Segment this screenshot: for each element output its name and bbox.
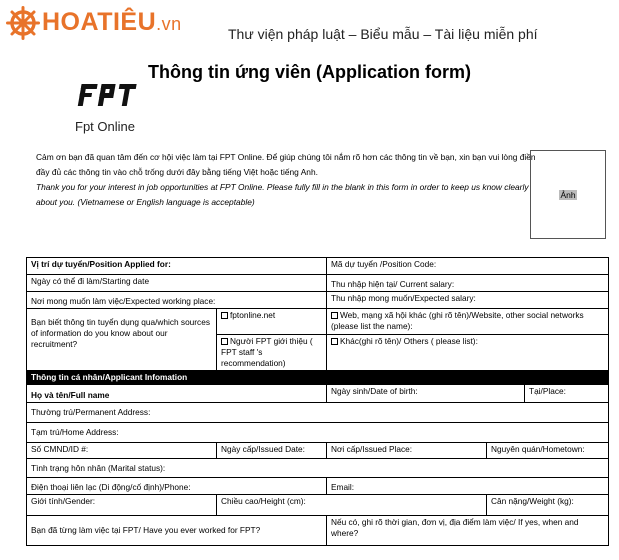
source-option-websites[interactable] — [327, 309, 609, 335]
issued-date-field[interactable]: Ngày cấp/Issued Date: — [217, 443, 327, 459]
marital-status-field[interactable]: Tình trạng hôn nhân (Marital status): — [27, 459, 609, 478]
photo-box[interactable] — [530, 150, 606, 239]
form-row — [27, 459, 609, 478]
ship-wheel-logo-icon — [6, 6, 40, 40]
brand-name: HOATIÊU — [42, 8, 157, 36]
source-option-staff[interactable] — [217, 335, 327, 371]
current-salary-field[interactable]: Thu nhập hiện tại/ Current salary: — [327, 275, 609, 292]
form-row — [27, 443, 609, 459]
source-option-label: Khác(ghi rõ tên)/ Others ( please list): — [340, 336, 478, 346]
full-name-field[interactable]: Họ và tên/Full name — [27, 385, 327, 403]
worked-fpt-detail-field[interactable]: Nếu có, ghi rõ thời gian, đơn vị, địa điểm làm việc/ If yes, when and where? — [327, 516, 609, 546]
brand-suffix: .vn — [156, 14, 182, 34]
intro-text — [36, 150, 536, 210]
checkbox-icon[interactable] — [331, 312, 338, 319]
form-row — [27, 371, 609, 385]
form-row — [27, 258, 609, 275]
site-tagline: Thư viện pháp luật – Biểu mẫu – Tài liệu miễn phí — [228, 26, 538, 42]
source-option-fptonline[interactable] — [217, 309, 327, 335]
height-field[interactable]: Chiều cao/Height (cm): — [217, 495, 487, 516]
position-applied-field[interactable]: Vị trí dự tuyển/Position Applied for: — [27, 258, 327, 275]
form-row — [27, 423, 609, 443]
starting-date-field[interactable]: Ngày có thể đi làm/Starting date — [27, 275, 327, 292]
checkbox-icon[interactable] — [221, 312, 228, 319]
email-field[interactable]: Email: — [327, 478, 609, 495]
brand-logo[interactable] — [42, 8, 182, 37]
company-caption: Fpt Online — [75, 119, 135, 134]
source-option-label: Người FPT giới thiệu ( FPT staff 's recommendation) — [221, 336, 313, 368]
intro-english: Thank you for your interest in job opportunities at FPT Online. Please fully fill in the blank in this form in order to keep us know clearly about you. (Vietnamese or English language is acceptable) — [36, 182, 529, 207]
expected-salary-field[interactable]: Thu nhập mong muốn/Expected salary: — [327, 292, 609, 309]
date-of-birth-field[interactable]: Ngày sinh/Date of birth: — [327, 385, 525, 403]
form-row — [27, 495, 609, 516]
source-option-label: Web, mạng xã hội khác (ghi rõ tên)/Website, other social networks (please list the name): — [331, 310, 584, 331]
form-row — [27, 292, 609, 309]
checkbox-icon[interactable] — [221, 338, 228, 345]
source-question: Bạn biết thông tin tuyển dụng qua/which sources of information do you know about our recruitment? — [27, 309, 217, 371]
expected-workplace-field[interactable]: Nơi mong muốn làm việc/Expected working place: — [27, 292, 327, 309]
fpt-logo-icon — [74, 82, 142, 108]
worked-fpt-question[interactable]: Bạn đã từng làm việc tại FPT/ Have you ever worked for FPT? — [27, 516, 327, 546]
source-option-others[interactable] — [327, 335, 609, 371]
source-option-label: fptonline.net — [230, 310, 276, 320]
phone-field[interactable]: Điện thoại liên lạc (Di động/cố định)/Phone: — [27, 478, 327, 495]
gender-field[interactable]: Giới tính/Gender: — [27, 495, 217, 516]
form-row — [27, 385, 609, 403]
position-code-field[interactable]: Mã dự tuyển /Position Code: — [327, 258, 609, 275]
home-address-field[interactable]: Tạm trú/Home Address: — [27, 423, 609, 443]
id-number-field[interactable]: Số CMND/ID #: — [27, 443, 217, 459]
form-row — [27, 516, 609, 546]
photo-label: Ảnh — [560, 189, 576, 200]
form-row — [27, 309, 609, 335]
issued-place-field[interactable]: Nơi cấp/Issued Place: — [327, 443, 487, 459]
form-row — [27, 478, 609, 495]
personal-info-section-header: Thông tin cá nhân/Applicant Infomation — [27, 371, 609, 385]
weight-field[interactable]: Cân nặng/Weight (kg): — [487, 495, 609, 516]
permanent-address-field[interactable]: Thường trú/Permanent Address: — [27, 403, 609, 423]
application-form-table — [26, 257, 609, 546]
checkbox-icon[interactable] — [331, 338, 338, 345]
intro-vietnamese: Cảm ơn bạn đã quan tâm đến cơ hội việc làm tại FPT Online. Để giúp chúng tôi nắm rõ hơn các thông tin về bạn, xin bạn vui lòng điền đầy đủ các thông tin vào chỗ trống dưới đây bằng tiếng Việt hoặc tiếng Anh. — [36, 152, 536, 177]
hometown-field[interactable]: Nguyên quán/Hometown: — [487, 443, 609, 459]
page-title: Thông tin ứng viên (Application form) — [148, 62, 471, 82]
place-of-birth-field[interactable]: Tại/Place: — [525, 385, 609, 403]
form-row — [27, 403, 609, 423]
form-row — [27, 275, 609, 292]
